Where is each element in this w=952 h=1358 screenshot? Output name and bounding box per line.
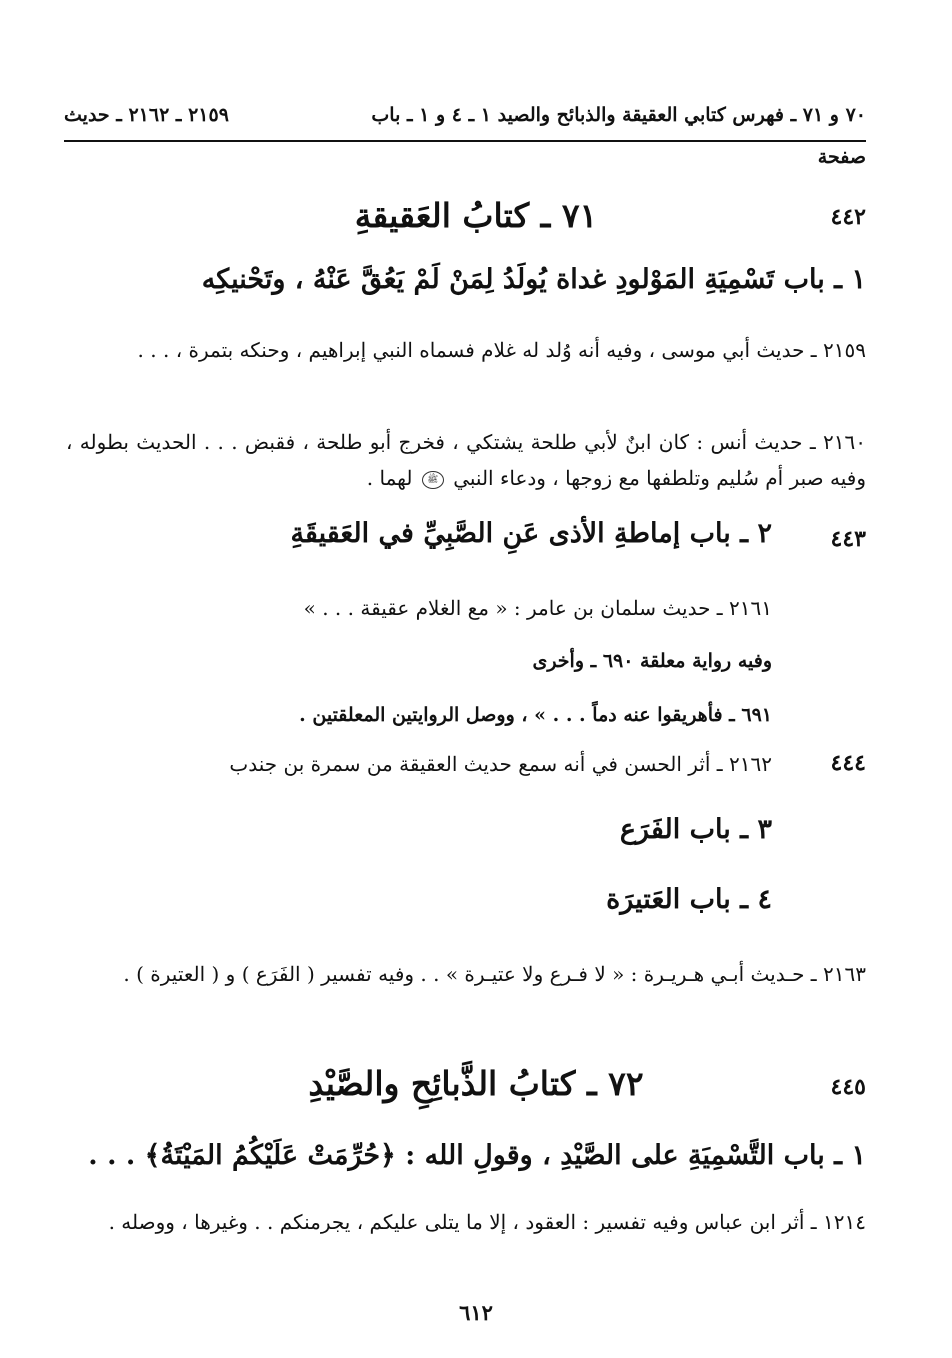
header-range: ٢١٥٩ ـ ٢١٦٢ ـ حديث	[64, 104, 229, 126]
hadith-2160-end: لهما .	[366, 466, 413, 490]
bab-1-title: ١ ـ باب تَسْمِيَةِ المَوْلودِ غداة يُولَدُ لِمَنْ لَمْ يَعُقَّ عَنْهُ ، وتَحْنيكِه	[201, 264, 866, 295]
header-title: ٧٠ و ٧١ ـ فهرس كتابي العقيقة والذبائح والصيد ١ ـ ٤ و ١ ـ باب	[371, 104, 866, 126]
bab-4-title: ٤ ـ باب العَتيرَة	[606, 884, 772, 915]
hadith-2163: ٢١٦٣ ـ حـديث أبـي هـريـرة : « لا فـرع ولا عتيـرة » . . وفيه تفسير ( الفَرَع ) و ( العتيرة ) .	[123, 962, 866, 986]
athar-1214: ١٢١٤ ـ أثر ابن عباس وفيه تفسير : العقود ، إلا ما يتلى عليكم ، يجرمنكم . . وغيرها ، ووصله .	[108, 1210, 866, 1234]
header-rule	[64, 140, 866, 142]
hadith-2160-text: ٢١٦٠ ـ حديث أنس : كان ابنٌ لأبي طلحة يشتكي ، فخرج أبو طلحة ، فقبض . . . الحديث بطوله ، وفيه صبر أم سُليم وتلطفها مع زوجها ، ودعاء النبي	[66, 430, 866, 490]
bab-3-title: ٣ ـ باب الفَرَع	[619, 814, 772, 845]
page-number: ٦١٢	[459, 1300, 493, 1325]
hadith-2160	[66, 424, 866, 496]
book-71-title: ٧١ ـ كتابُ العَقيقةِ	[354, 196, 598, 235]
book-72-title: ٧٢ ـ كتابُ الذَّبائِحِ والصَّيْدِ	[308, 1064, 644, 1103]
page-ref-445: ٤٤٥	[830, 1074, 866, 1100]
running-header	[64, 100, 866, 130]
hadith-691: ٦٩١ ـ فأهريقوا عنه دماً . . . » ، ووصل الروايتين المعلقتين .	[299, 704, 772, 726]
salutation-seal-icon: ﷺ	[422, 471, 444, 489]
hadith-2159: ٢١٥٩ ـ حديث أبي موسى ، وفيه أنه وُلد له غلام فسماه النبي إبراهيم ، وحنكه بتمرة ، . . .	[137, 338, 866, 362]
hadith-2161: ٢١٦١ ـ حديث سلمان بن عامر : « مع الغلام عقيقة . . . »	[303, 596, 772, 620]
bab-1b-title: ١ ـ باب التَّسْمِيَةِ على الصَّيْدِ ، وقولِ الله : ﴿حُرِّمَتْ عَلَيْكُمُ المَيْتَةُ﴾ . . .	[88, 1140, 866, 1171]
page-ref-442: ٤٤٢	[830, 204, 866, 230]
page-column-label: صفحة	[817, 146, 866, 168]
page-ref-444: ٤٤٤	[830, 750, 866, 776]
bab-2-title: ٢ ـ باب إماطةِ الأذى عَنِ الصَّبِيِّ في العَقيقَةِ	[290, 518, 772, 549]
hadith-2162: ٢١٦٢ ـ أثر الحسن في أنه سمع حديث العقيقة من سمرة بن جندب	[229, 752, 772, 776]
riwaya-note: وفيه رواية معلقة ٦٩٠ ـ وأخرى	[532, 650, 772, 672]
page-ref-443: ٤٤٣	[830, 526, 866, 552]
